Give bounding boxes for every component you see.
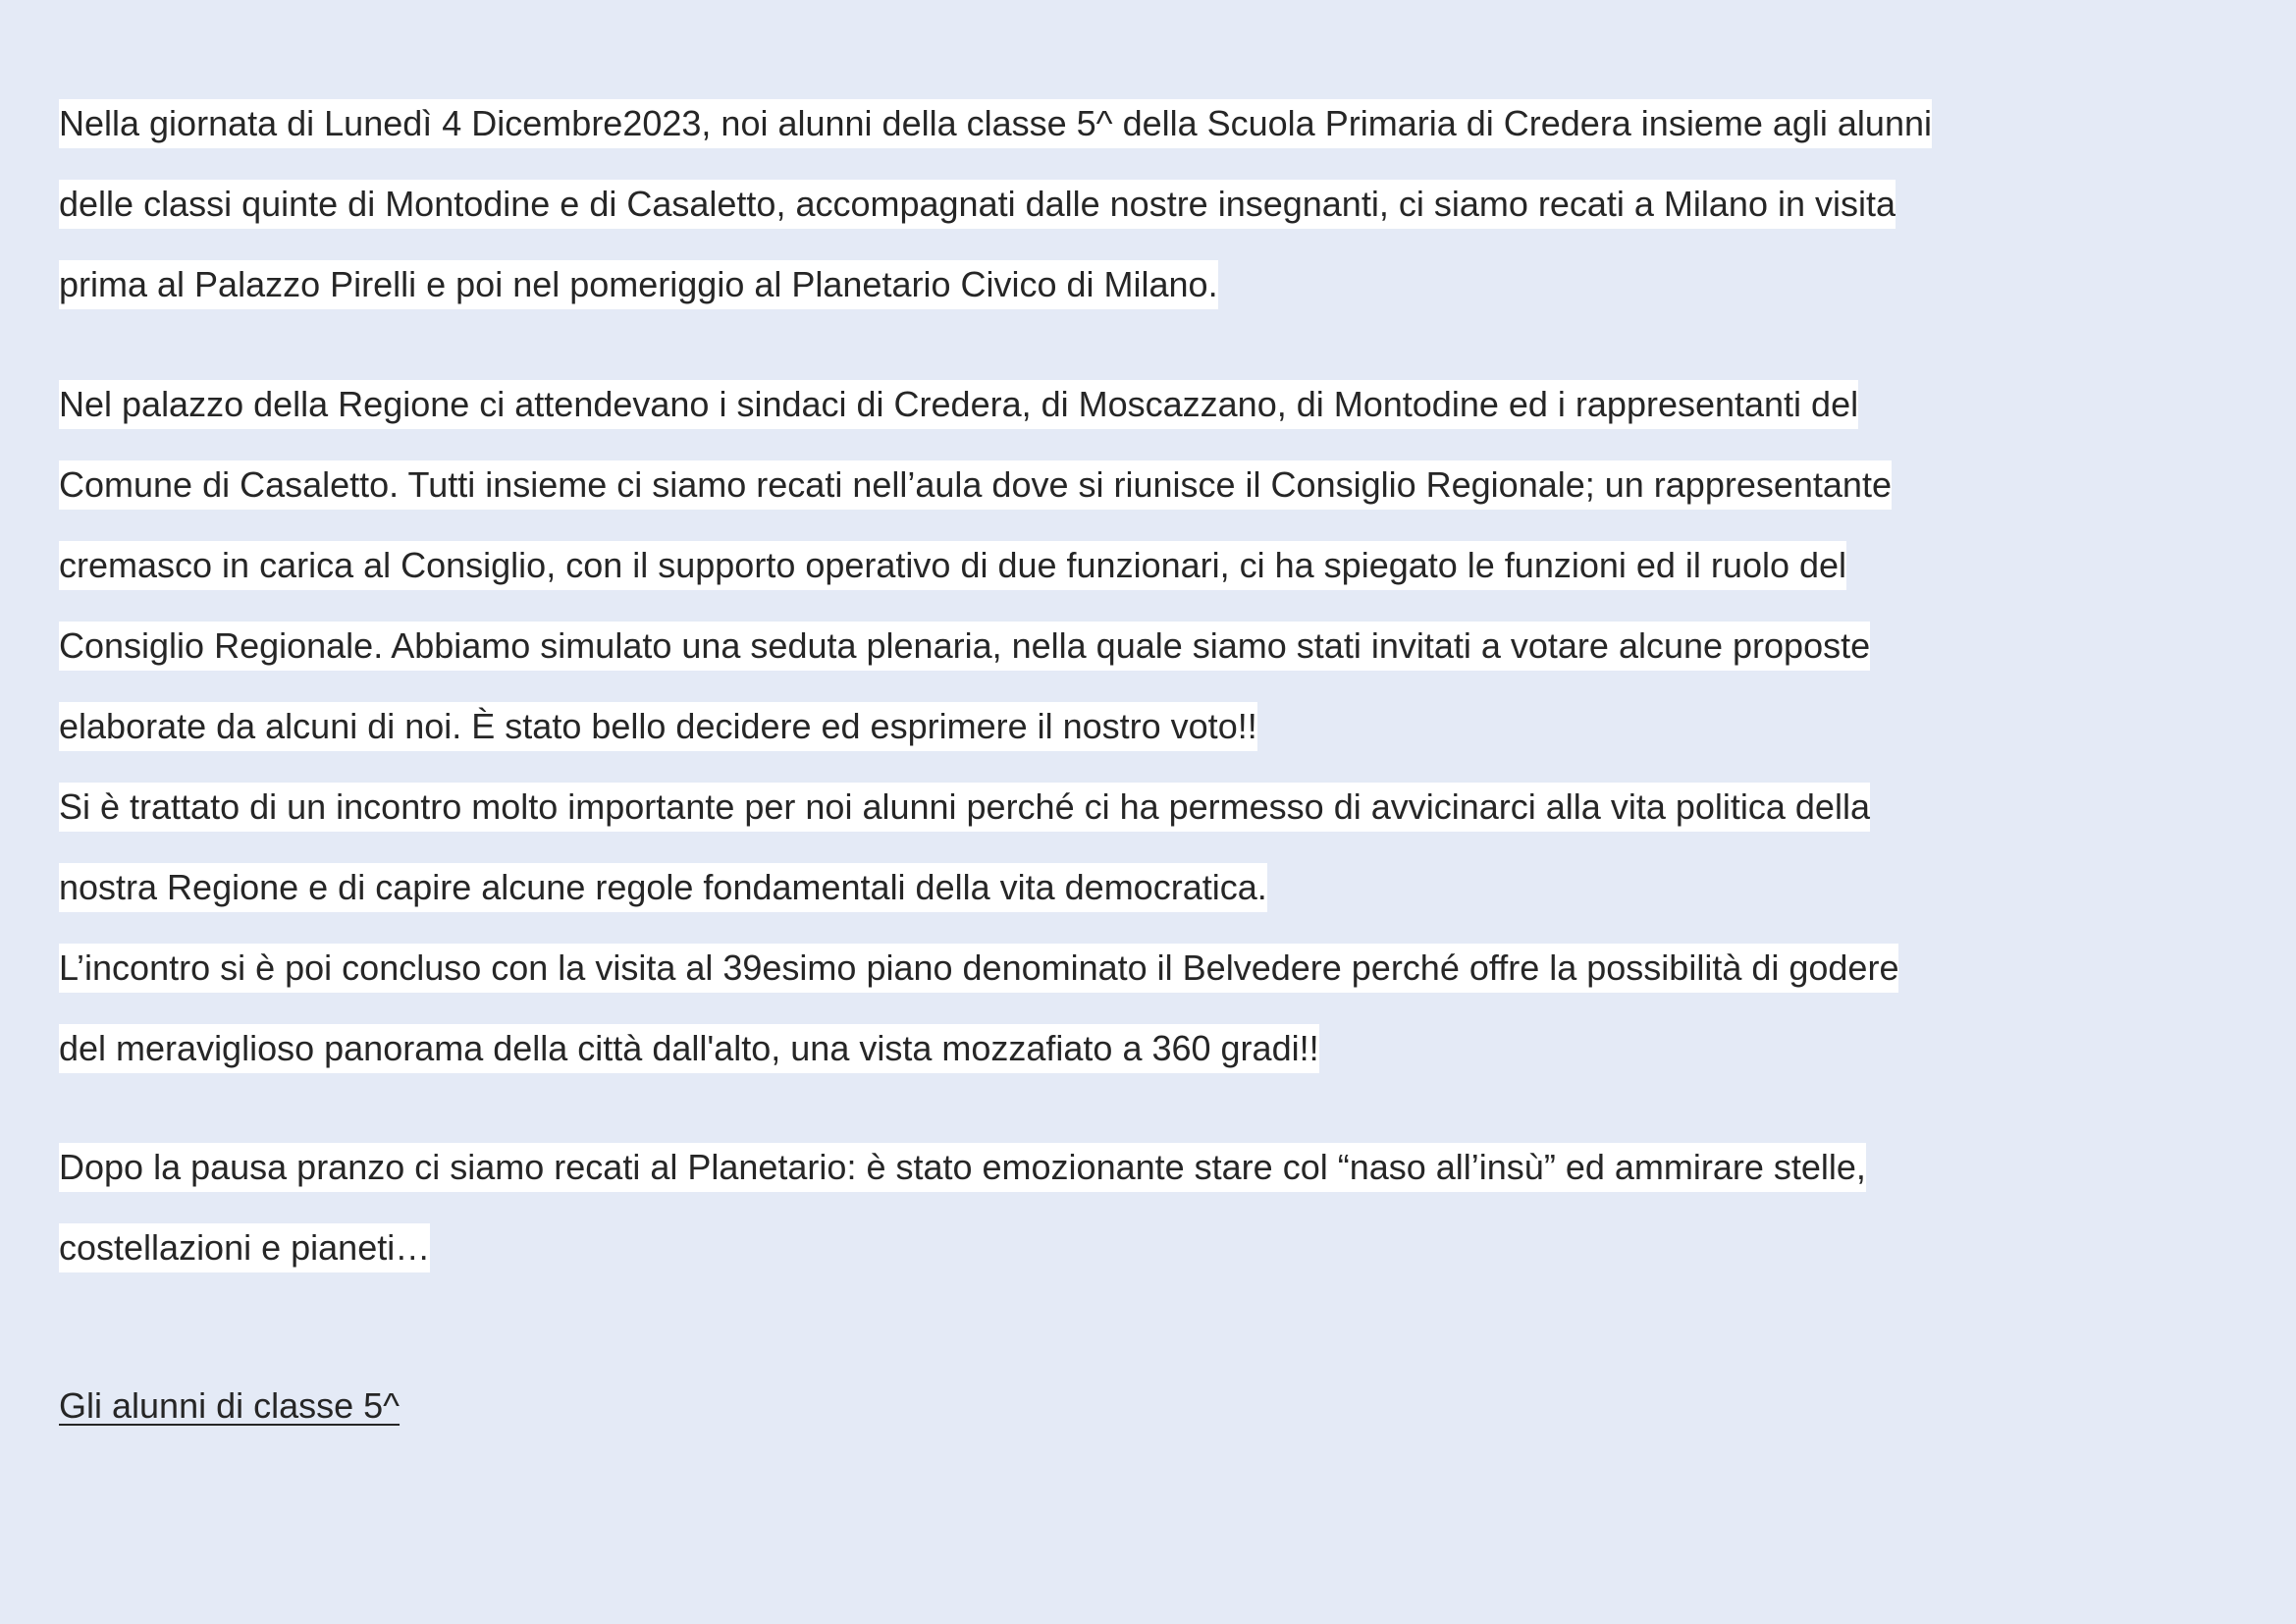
signature: Gli alunni di classe 5^ xyxy=(59,1385,400,1426)
paragraph-1-line-2: delle classi quinte di Montodine e di Casaletto, accompagnati dalle nostre insegnanti, ci siamo recati a Milano in visita xyxy=(59,180,1896,229)
paragraph-3-line-2: costellazioni e pianeti… xyxy=(59,1223,430,1272)
paragraph-2-line-2: Comune di Casaletto. Tutti insieme ci siamo recati nell’aula dove si riunisce il Consiglio Regionale; un rappresentante xyxy=(59,460,1892,510)
paragraph-1-line-1: Nella giornata di Lunedì 4 Dicembre2023, noi alunni della classe 5^ della Scuola Primaria di Credera insieme agli alunni xyxy=(59,99,1932,148)
paragraph-2-line-3: cremasco in carica al Consiglio, con il supporto operativo di due funzionari, ci ha spiegato le funzioni ed il ruolo del xyxy=(59,541,1846,590)
paragraph-2-line-4: Consiglio Regionale. Abbiamo simulato una seduta plenaria, nella quale siamo stati invitati a votare alcune proposte xyxy=(59,622,1870,671)
paragraph-3-line-1: Dopo la pausa pranzo ci siamo recati al Planetario: è stato emozionante stare col “naso all’insù” ed ammirare stelle, xyxy=(59,1143,1866,1192)
paragraph-2-line-1: Nel palazzo della Regione ci attendevano i sindaci di Credera, di Moscazzano, di Montodine ed i rappresentanti del xyxy=(59,380,1858,429)
paragraph-2-line-7: nostra Regione e di capire alcune regole fondamentali della vita democratica. xyxy=(59,863,1267,912)
paragraph-2-line-5: elaborate da alcuni di noi. È stato bello decidere ed esprimere il nostro voto!! xyxy=(59,702,1257,751)
paragraph-1-line-3: prima al Palazzo Pirelli e poi nel pomeriggio al Planetario Civico di Milano. xyxy=(59,260,1218,309)
paragraph-2-line-8: L’incontro si è poi concluso con la visita al 39esimo piano denominato il Belvedere perché offre la possibilità di godere xyxy=(59,944,1898,993)
paragraph-2-line-6: Si è trattato di un incontro molto importante per noi alunni perché ci ha permesso di avvicinarci alla vita politica della xyxy=(59,783,1870,832)
paragraph-2-line-9: del meraviglioso panorama della città dall'alto, una vista mozzafiato a 360 gradi!! xyxy=(59,1024,1319,1073)
